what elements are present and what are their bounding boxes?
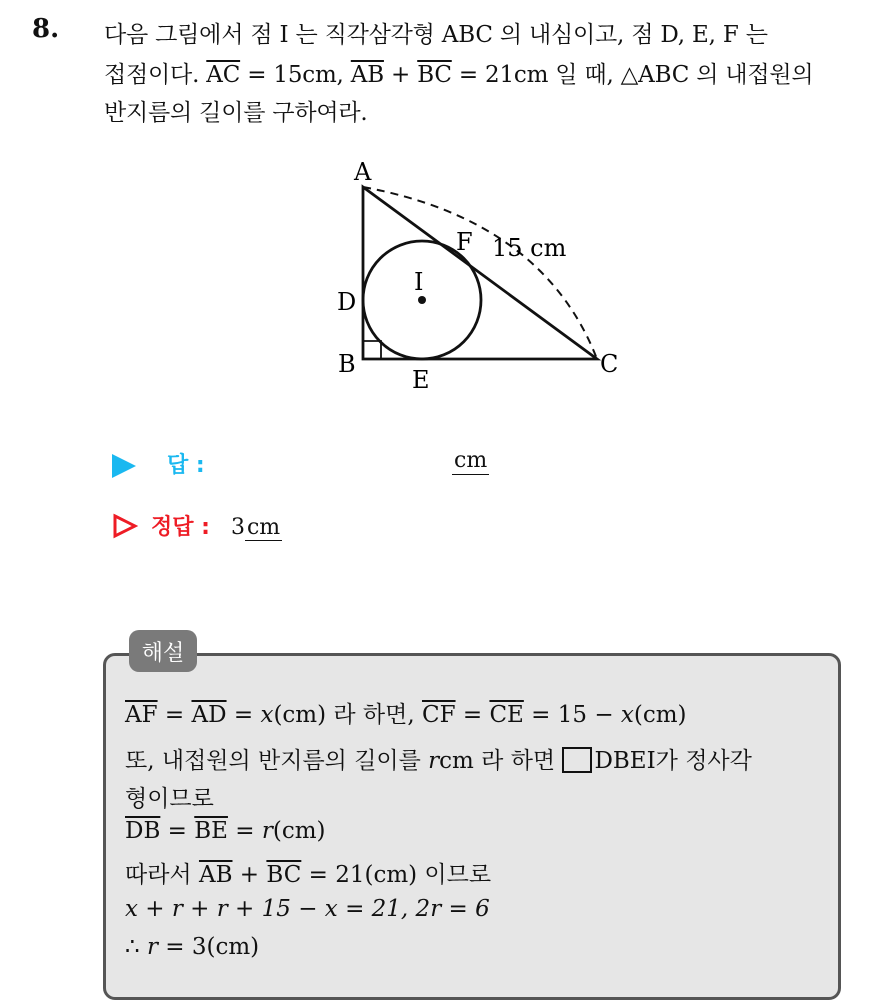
question-line-2 <box>104 56 813 89</box>
var-r: r <box>261 818 273 844</box>
length-label: 15 cm <box>492 234 567 262</box>
solution-text: 또, 내접원의 반지름의 길이를 <box>125 748 429 774</box>
correct-label: 정답 : <box>151 515 210 540</box>
solution-text: + <box>232 862 267 888</box>
question-line-3: 반지름의 길이를 구하여라. <box>104 100 368 126</box>
solution-line-1 <box>125 696 687 729</box>
correct-unit: cm <box>246 515 281 540</box>
outline-arrow-icon <box>112 513 138 539</box>
label-a: A <box>354 158 372 186</box>
correct-answer-row <box>112 510 282 541</box>
var-x: x <box>620 702 634 728</box>
segment-ab: $\overline{AB}$ <box>198 862 233 888</box>
segment-ad: $\overline{AD}$ <box>191 702 227 728</box>
solution-text: DBEI가 정사각 <box>594 748 752 774</box>
solution-text: = 3(cm) <box>157 934 260 960</box>
label-f: F <box>456 228 473 256</box>
correct-value: 3 <box>230 515 245 540</box>
solution-line-4 <box>125 818 326 844</box>
solution-text: = <box>160 818 195 844</box>
segment-ce: $\overline{CE}$ <box>489 702 524 728</box>
question-text: = 15cm, <box>240 62 351 88</box>
label-e: E <box>412 366 430 394</box>
solution-text: = <box>455 702 490 728</box>
var-r: r <box>146 934 158 960</box>
question-text: 접점이다. <box>104 62 207 88</box>
solution-text: 따라서 <box>125 862 199 888</box>
segment-ab: $\overline{AB}$ <box>350 62 384 88</box>
solution-line-5 <box>125 856 491 889</box>
question-text: = 21cm 일 때, △ABC 의 내접원의 <box>451 62 814 88</box>
right-angle-mark <box>363 341 381 359</box>
label-i: I <box>414 268 424 296</box>
question-line-1: 다음 그림에서 점 I 는 직각삼각형 ABC 의 내심이고, 점 D, E, F 는 <box>104 22 768 48</box>
incenter-point <box>418 296 426 304</box>
segment-be: $\overline{BE}$ <box>194 818 228 844</box>
segment-cf: $\overline{CF}$ <box>421 702 456 728</box>
var-x: x <box>260 702 274 728</box>
label-d: D <box>337 288 357 316</box>
solution-text: = 21(cm) 이므로 <box>301 862 492 888</box>
label-b: B <box>338 350 356 378</box>
var-r: r <box>428 748 440 774</box>
segment-bc: $\overline{BC}$ <box>417 62 452 88</box>
play-arrow-icon <box>112 454 136 478</box>
solution-tag: 해설 <box>129 630 197 672</box>
solution-text: = <box>227 818 262 844</box>
answer-row <box>112 448 205 479</box>
solution-line-2 <box>125 742 752 775</box>
solution-text: cm 라 하면 <box>439 748 563 774</box>
segment-db: $\overline{DB}$ <box>125 818 161 844</box>
triangle-figure <box>330 150 640 395</box>
solution-text: = 15 − <box>523 702 621 728</box>
solution-text: (cm) <box>633 702 687 728</box>
answer-label: 답 : <box>167 453 205 478</box>
label-c: C <box>600 350 619 378</box>
segment-af: $\overline{AF}$ <box>125 702 158 728</box>
answer-unit-blank[interactable]: cm <box>454 448 488 473</box>
solution-text: = <box>157 702 192 728</box>
solution-line-3: 형이므로 <box>125 786 214 812</box>
solution-text: = <box>226 702 261 728</box>
solution-text: (cm) <box>272 818 326 844</box>
solution-text: (cm) 라 하면, <box>273 702 422 728</box>
question-number: 8. <box>32 14 60 44</box>
solution-text: ∴ <box>125 934 147 960</box>
segment-bc: $\overline{BC}$ <box>266 862 302 888</box>
solution-line-7 <box>125 934 259 960</box>
question-text: + <box>383 62 418 88</box>
square-symbol <box>562 747 592 773</box>
triangle-abc <box>363 187 597 359</box>
segment-ac: $\overline{AC}$ <box>206 62 241 88</box>
solution-line-6: x + r + r + 15 − x = 21, 2r = 6 <box>125 896 490 922</box>
